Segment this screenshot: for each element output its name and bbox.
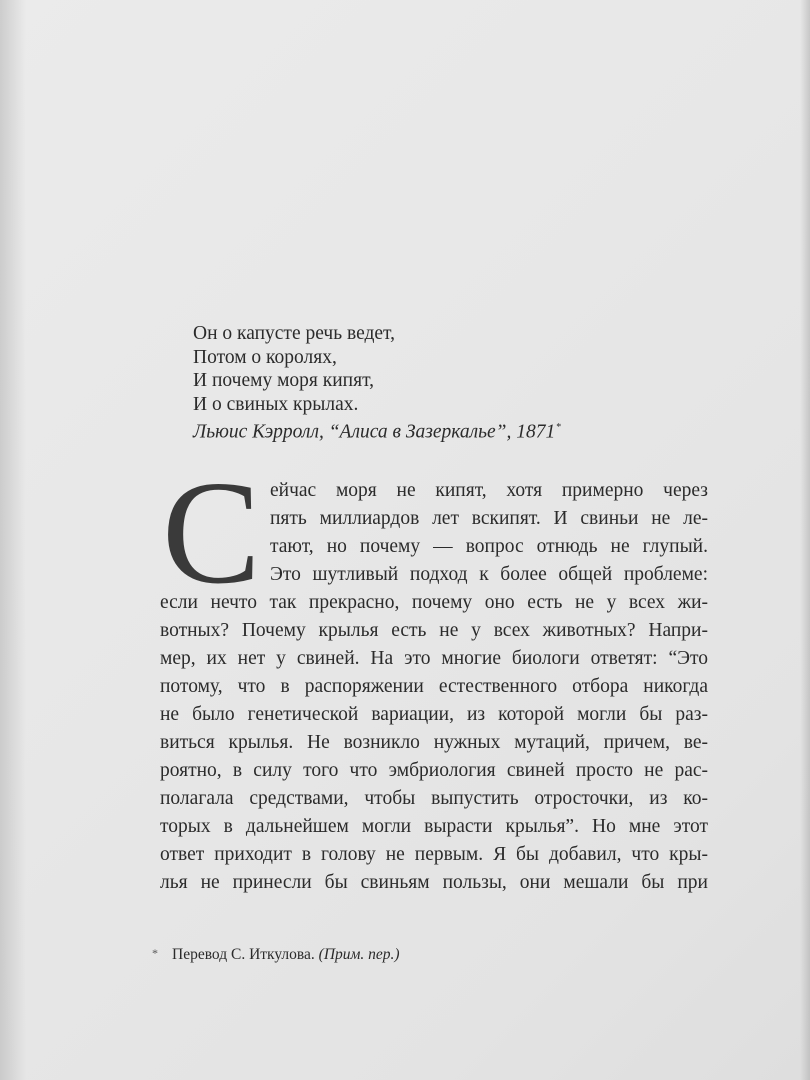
attribution-text: Льюис Кэрролл, “Алиса в Зазеркалье”, 1871 [193, 421, 556, 443]
body-line: потому, что в распоряжении естественного отбора никогда [160, 676, 708, 697]
page-gutter-shadow [0, 0, 26, 1080]
body-line: не было генетической вариации, из которой могли бы раз- [160, 704, 708, 725]
epigraph-line: Потом о королях, [193, 346, 337, 368]
footnote-note: (Прим. пер.) [318, 946, 400, 963]
epigraph [193, 322, 720, 444]
body-line: мер, их нет у свиней. На это многие биологи ответят: “Это [160, 648, 708, 669]
footnote-marker: * [152, 946, 158, 960]
footnote [152, 946, 552, 964]
body-line: торых в дальнейшем могли вырасти крылья”. Но мне этот [160, 816, 708, 837]
body-line: ответ приходит в голову не первым. Я бы добавил, что кры- [160, 844, 708, 865]
footnote-reference: * [556, 422, 562, 433]
body-line: пять миллиардов лет вскипят. И свиньи не ле- [270, 508, 708, 529]
body-line: вотных? Почему крылья есть не у всех животных? Напри- [160, 620, 708, 641]
body-line: тают, но почему — вопрос отнюдь не глупый. [270, 536, 708, 557]
body-line: роятно, в силу того что эмбриология свиней просто не рас- [160, 760, 708, 781]
page-edge-shadow [800, 0, 810, 1080]
body-line: виться крылья. Не возникло нужных мутаций, причем, ве- [160, 732, 708, 753]
body-line: Это шутливый подход к более общей проблеме: [270, 564, 708, 585]
body-line: ейчас моря не кипят, хотя примерно через [270, 480, 708, 501]
body-line: если нечто так прекрасно, почему оно есть не у всех жи- [160, 592, 708, 613]
epigraph-attribution [193, 416, 720, 444]
body-line: лья не принесли бы свиньям пользы, они мешали бы при [160, 872, 708, 893]
footnote-text: Перевод С. Иткулова. [172, 946, 315, 963]
epigraph-line: И почему моря кипят, [193, 370, 374, 391]
body-paragraph [160, 451, 720, 917]
drop-cap: С [162, 451, 261, 615]
epigraph-line: Он о капусте речь ведет, [193, 323, 395, 344]
text-block [160, 322, 720, 917]
body-line: полагала средствами, чтобы выпустить отросточки, из ко- [160, 788, 708, 809]
epigraph-line: И о свиных крылах. [193, 393, 359, 415]
